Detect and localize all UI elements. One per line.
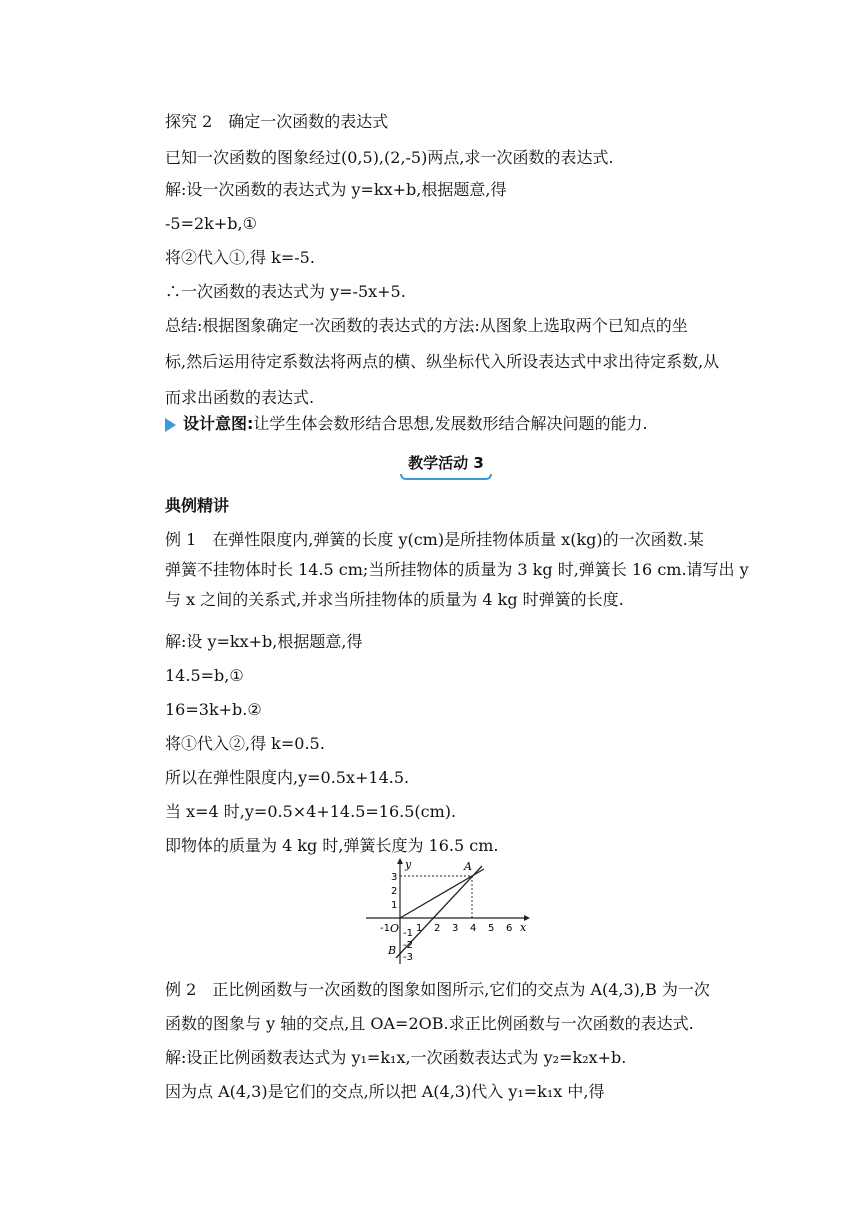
origin-label: O: [390, 922, 400, 935]
y-tick: -2: [403, 940, 413, 951]
section2-conclusion: ∴一次函数的表达式为 y=-5x+5.: [165, 282, 406, 301]
design-label: 设计意图:: [183, 414, 254, 433]
x-tick: 3: [452, 923, 459, 934]
solution-line: 即物体的质量为 4 kg 时,弹簧长度为 16.5 cm.: [165, 836, 499, 855]
example1-line: 弹簧不挂物体时长 14.5 cm;当所挂物体的质量为 3 kg 时,弹簧长 16 cm.请写出 y: [165, 560, 749, 579]
summary-line: 标,然后运用待定系数法将两点的横、纵坐标代入所设表达式中求出待定系数,从: [165, 352, 720, 371]
y-tick: -1: [403, 928, 413, 939]
play-triangle-icon: [165, 418, 176, 432]
point-a-label: A: [464, 860, 472, 873]
y-tick: -3: [403, 952, 413, 963]
x-tick: 6: [506, 923, 513, 934]
y-axis-label: y: [405, 858, 412, 871]
x-tick: 4: [470, 923, 477, 934]
example2: [165, 980, 710, 1050]
solution-line: 所以在弹性限度内,y=0.5x+14.5.: [165, 768, 410, 787]
section2-solution-intro: 解:设一次函数的表达式为 y=kx+b,根据题意,得: [165, 180, 507, 199]
point-b-label: B: [388, 944, 397, 957]
activity-badge: 教学活动 3: [408, 454, 484, 472]
x-tick: 2: [434, 923, 441, 934]
solution-line: 将①代入②,得 k=0.5.: [165, 734, 325, 753]
subheading: 典例精讲: [165, 496, 230, 515]
badge-underline: [400, 474, 492, 480]
example2-line: 例 2 正比例函数与一次函数的图象如图所示,它们的交点为 A(4,3),B 为一次: [165, 980, 710, 999]
example1-line: 例 1 在弹性限度内,弹簧的长度 y(cm)是所挂物体质量 x(kg)的一次函数.某: [165, 530, 704, 549]
section2-heading: 探究 2 确定一次函数的表达式: [165, 112, 389, 131]
x-axis-label: x: [520, 921, 527, 934]
example1: [165, 530, 749, 626]
example2-solution-line: 解:设正比例函数表达式为 y₁=k₁x,一次函数表达式为 y₂=k₂x+b.: [165, 1048, 627, 1067]
y-axis-arrow: [397, 858, 403, 864]
example2-solution: [165, 1048, 695, 1118]
section2-problem: 已知一次函数的图象经过(0,5),(2,-5)两点,求一次函数的表达式.: [165, 148, 614, 167]
solution-line: 解:设 y=kx+b,根据题意,得: [165, 632, 363, 651]
example1-solution: [165, 632, 695, 870]
section2-substitute: 将②代入①,得 k=-5.: [165, 248, 315, 267]
section2-eq1: -5=2k+b,①: [165, 214, 257, 233]
solution-line: 当 x=4 时,y=0.5×4+14.5=16.5(cm).: [165, 802, 457, 821]
y-tick: 1: [391, 900, 398, 911]
summary-line: 而求出函数的表达式.: [165, 388, 315, 407]
function-graph-figure: [360, 856, 530, 966]
example2-line: 函数的图象与 y 轴的交点,且 OA=2OB.求正比例函数与一次函数的表达式.: [165, 1014, 694, 1033]
solution-line: 16=3k+b.②: [165, 700, 262, 719]
solution-line: 14.5=b,①: [165, 666, 244, 685]
example1-line: 与 x 之间的关系式,并求当所挂物体的质量为 4 kg 时弹簧的长度.: [165, 590, 624, 609]
example2-solution-line: 因为点 A(4,3)是它们的交点,所以把 A(4,3)代入 y₁=k₁x 中,得: [165, 1082, 605, 1101]
x-tick: 1: [416, 923, 423, 934]
summary-paragraph: [165, 316, 720, 424]
y-tick: 3: [391, 872, 398, 883]
x-tick: 5: [488, 923, 495, 934]
design-intent: [183, 414, 648, 434]
x-tick: -1: [380, 923, 390, 934]
design-text: 让学生体会数形结合思想,发展数形结合解决问题的能力.: [253, 414, 648, 433]
y-tick: 2: [391, 886, 398, 897]
summary-line: 总结:根据图象确定一次函数的表达式的方法:从图象上选取两个已知点的坐: [165, 316, 688, 335]
